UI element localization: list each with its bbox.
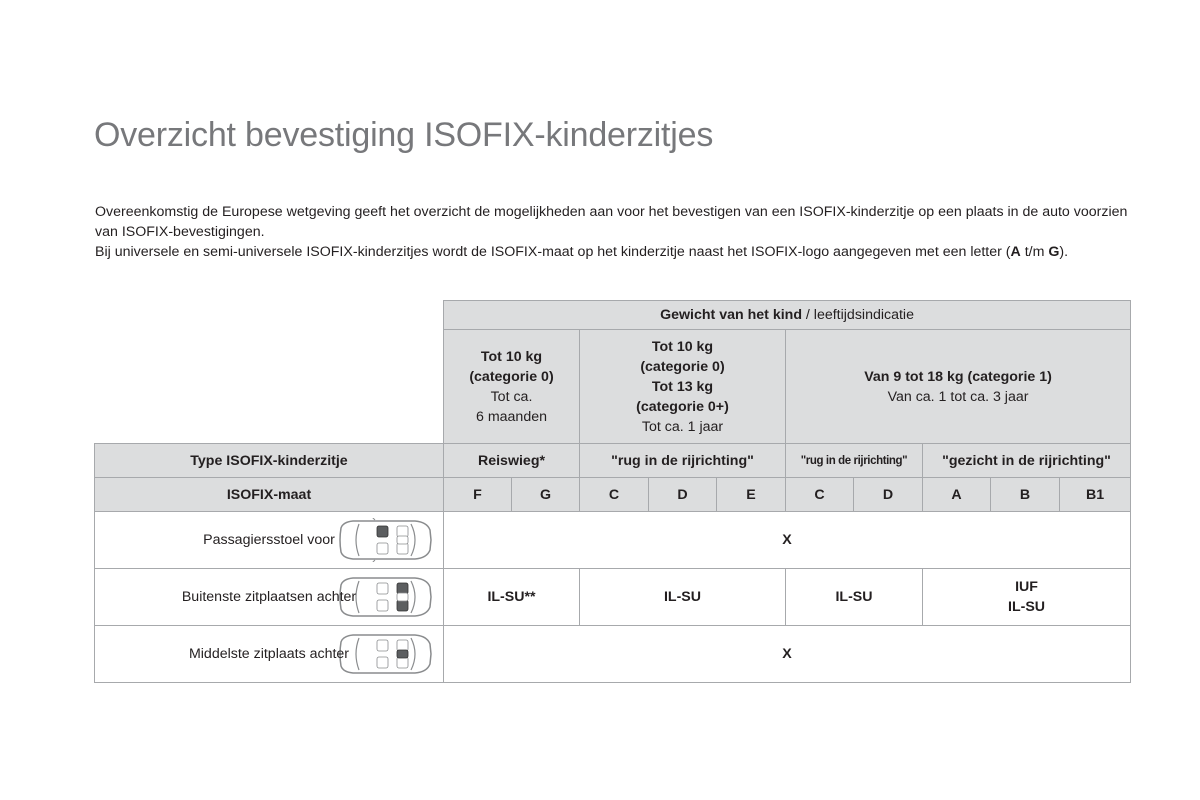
car-rear-middle-seat-icon: [335, 632, 433, 676]
isofix-table: [94, 300, 1131, 683]
type-row-label: Type ISOFIX-kinderzitje: [95, 444, 444, 478]
intro-paragraph-1: Overeenkomstig de Europese wetgeving geeft het overzicht de mogelijkheden aan voor het bevestigen van een ISOFIX-kinderzitje op een plaats in de auto voorzien van ISOFIX-bevestigingen.: [95, 204, 1128, 240]
size-cell: B: [991, 478, 1060, 512]
page-title: Overzicht bevestiging ISOFIX-kinderzitjes: [94, 116, 714, 154]
weight-header: Gewicht van het kind / leeftijdsindicatie: [444, 301, 1131, 330]
seat-label: Passagiersstoel voor: [203, 532, 335, 548]
size-cell: F: [444, 478, 512, 512]
seat-label: Buitenste zitplaatsen achter: [181, 589, 357, 605]
size-cell: C: [580, 478, 649, 512]
size-cell: B1: [1060, 478, 1131, 512]
type-rear-facing-2: "rug in de rijrichting": [786, 444, 923, 478]
size-cell: E: [717, 478, 786, 512]
group-cat0plus-cell: Tot 10 kg (categorie 0) Tot 13 kg (categorie 0+) Tot ca. 1 jaar: [580, 330, 786, 444]
size-cell: D: [854, 478, 923, 512]
size-cell: D: [649, 478, 717, 512]
type-forward-facing: "gezicht in de rijrichting": [923, 444, 1131, 478]
seat-row-rear-middle: [95, 626, 444, 683]
intro-text: [95, 202, 1135, 262]
intro-paragraph-2: Bij universele en semi-universele ISOFIX-kinderzitjes wordt de ISOFIX-maat op het kinderzitje naast het ISOFIX-logo aangegeven met een letter (A t/m G).: [95, 244, 1069, 260]
rear-outer-value-forward-facing: IUF IL-SU: [923, 569, 1131, 626]
group-cat0-cell: Tot 10 kg (categorie 0) Tot ca. 6 maanden: [444, 330, 580, 444]
rear-outer-value-rear-facing-2: IL-SU: [786, 569, 923, 626]
group-cat1-cell: Van 9 tot 18 kg (categorie 1) Van ca. 1 tot ca. 3 jaar: [786, 330, 1131, 444]
seat-label: Middelste zitplaats achter: [188, 646, 350, 662]
rear-middle-value: X: [444, 626, 1131, 683]
car-front-passenger-seat-icon: [335, 518, 433, 562]
type-carrycot: Reiswieg*: [444, 444, 580, 478]
empty-corner-cell: [95, 301, 444, 444]
size-row-label: ISOFIX-maat: [95, 478, 444, 512]
front-passenger-value: X: [444, 512, 1131, 569]
size-cell: C: [786, 478, 854, 512]
seat-row-rear-outer: [95, 569, 444, 626]
rear-outer-value-rear-facing: IL-SU: [580, 569, 786, 626]
rear-outer-value-carrycot: IL-SU**: [444, 569, 580, 626]
seat-row-front-passenger: [95, 512, 444, 569]
size-cell: G: [512, 478, 580, 512]
size-cell: A: [923, 478, 991, 512]
type-rear-facing-1: "rug in de rijrichting": [580, 444, 786, 478]
